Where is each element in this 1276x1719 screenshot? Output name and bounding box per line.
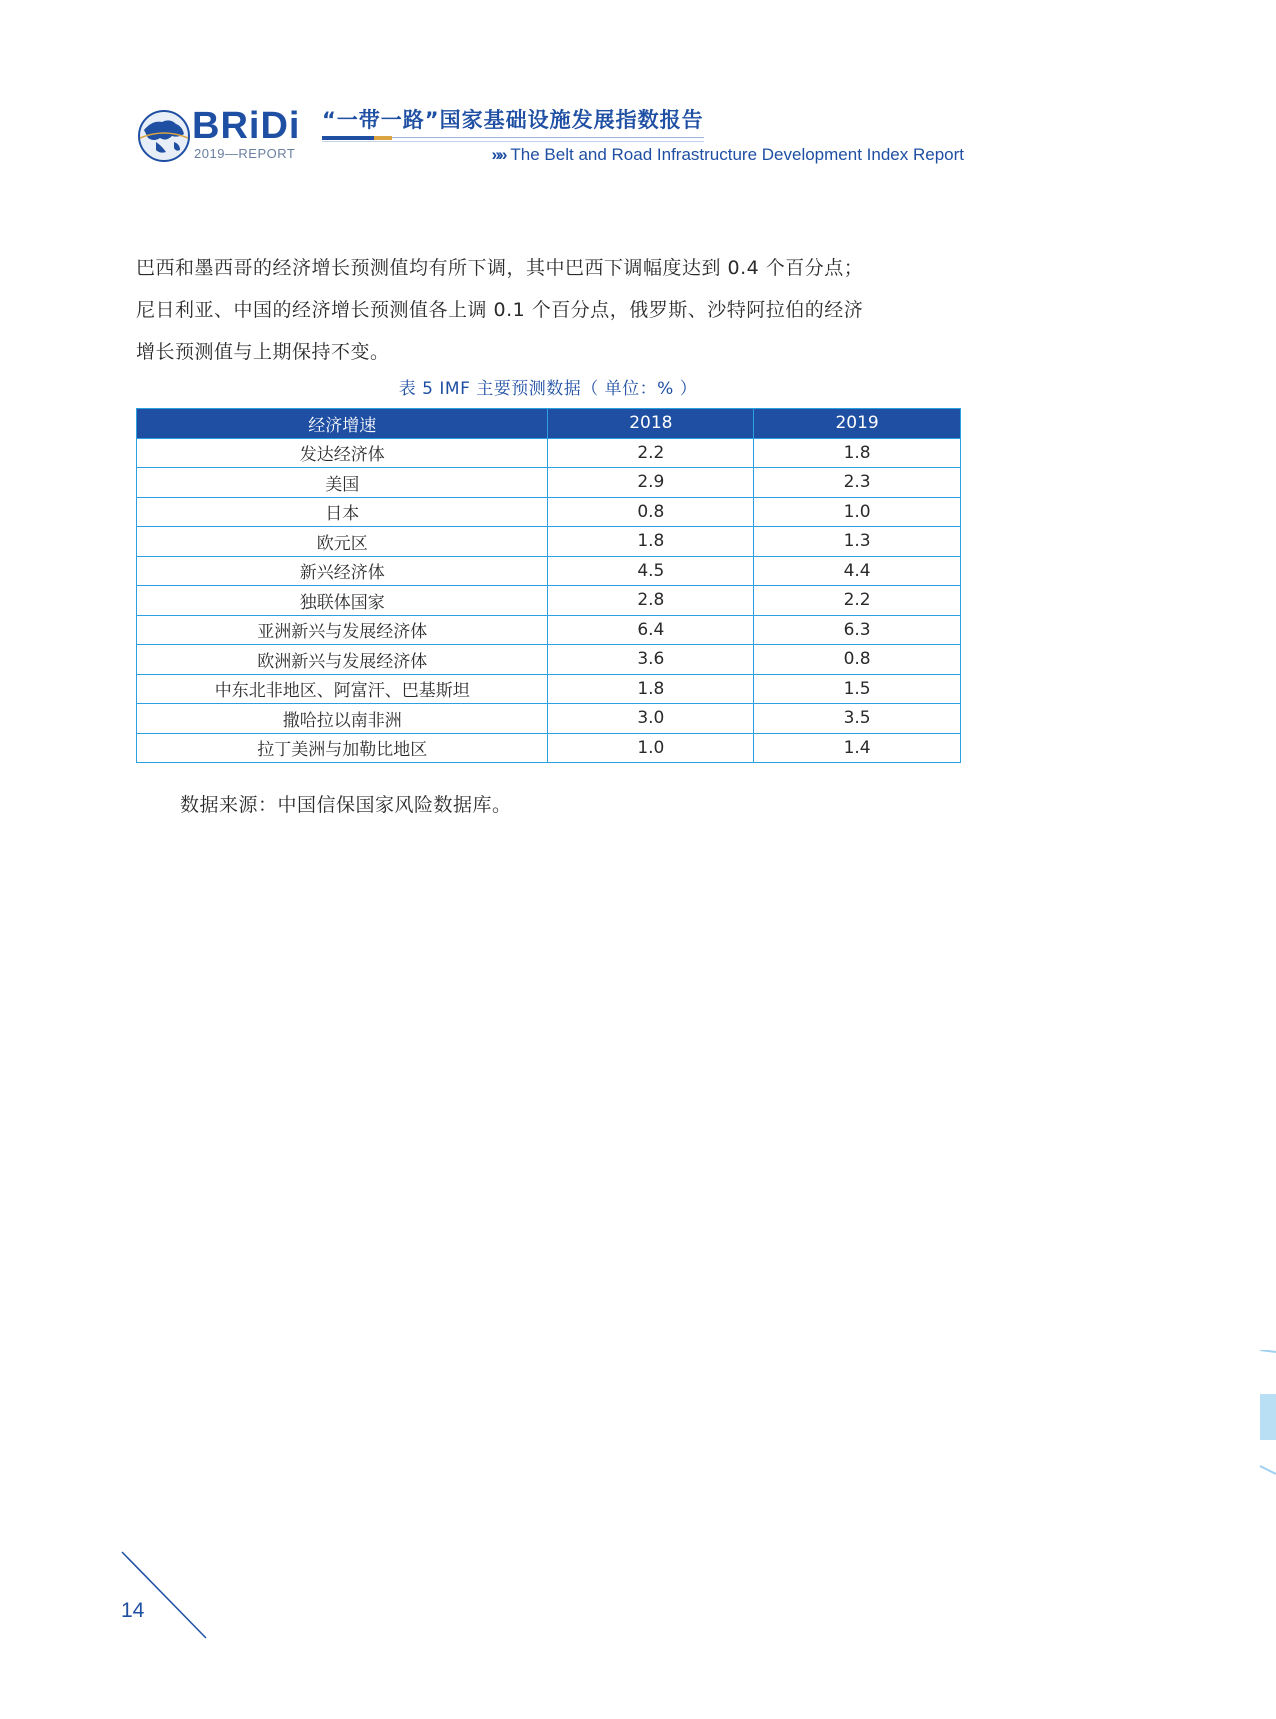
report-title-en <box>491 145 964 165</box>
table-row <box>137 674 961 704</box>
column-header-2018: 2018 <box>548 409 754 439</box>
table-row <box>137 527 961 557</box>
page-number-diagonal <box>118 1548 218 1648</box>
table-caption: 表 5 IMF 主要预测数据（ 单位：% ） <box>398 379 698 399</box>
value-2019: 6.3 <box>754 615 961 645</box>
paragraph-line: 增长预测值与上期保持不变。 <box>136 341 390 363</box>
value-2019: 2.3 <box>754 468 961 498</box>
row-label: 撒哈拉以南非洲 <box>137 704 548 734</box>
value-2018: 3.6 <box>548 645 754 675</box>
column-header-indicator: 经济增速 <box>137 409 548 439</box>
double-chevron-right-icon: »» <box>491 145 505 164</box>
row-label: 亚洲新兴与发展经济体 <box>137 615 548 645</box>
value-2018: 3.0 <box>548 704 754 734</box>
row-label: 中东北非地区、阿富汗、巴基斯坦 <box>137 674 548 704</box>
logo-wordmark: BRiDi <box>192 105 301 147</box>
table-row <box>137 733 961 763</box>
row-label: 日本 <box>137 497 548 527</box>
row-label: 美国 <box>137 468 548 498</box>
page-number: 14 <box>121 1599 145 1622</box>
table-row <box>137 497 961 527</box>
paragraph-line: 巴西和墨西哥的经济增长预测值均有所下调，其中巴西下调幅度达到 0.4 个百分点； <box>136 257 864 279</box>
value-2019: 1.3 <box>754 527 961 557</box>
logo-subtitle: 2019—REPORT <box>194 146 296 161</box>
column-header-2019: 2019 <box>754 409 961 439</box>
value-2018: 6.4 <box>548 615 754 645</box>
row-label: 新兴经济体 <box>137 556 548 586</box>
value-2018: 1.0 <box>548 733 754 763</box>
report-title-en-text: The Belt and Road Infrastructure Development Index Report <box>510 145 964 164</box>
imf-forecast-table <box>136 408 961 763</box>
table-row <box>137 556 961 586</box>
value-2018: 4.5 <box>548 556 754 586</box>
globe-icon <box>136 108 192 164</box>
row-label: 拉丁美洲与加勒比地区 <box>137 733 548 763</box>
report-title-cn: “一带一路”国家基础设施发展指数报告 <box>322 108 704 132</box>
value-2019: 4.4 <box>754 556 961 586</box>
table-row <box>137 615 961 645</box>
row-label: 欧洲新兴与发展经济体 <box>137 645 548 675</box>
value-2019: 3.5 <box>754 704 961 734</box>
table-row <box>137 645 961 675</box>
header-divider <box>322 136 704 140</box>
row-label: 发达经济体 <box>137 438 548 468</box>
value-2018: 1.8 <box>548 527 754 557</box>
edge-decoration <box>1246 1350 1276 1480</box>
table-header-row <box>137 409 961 439</box>
data-source-note: 数据来源：中国信保国家风险数据库。 <box>180 794 512 816</box>
row-label: 独联体国家 <box>137 586 548 616</box>
value-2019: 1.5 <box>754 674 961 704</box>
value-2018: 2.2 <box>548 438 754 468</box>
value-2018: 0.8 <box>548 497 754 527</box>
paragraph-line: 尼日利亚、中国的经济增长预测值各上调 0.1 个百分点，俄罗斯、沙特阿拉伯的经济 <box>136 299 864 321</box>
value-2019: 0.8 <box>754 645 961 675</box>
body-paragraph <box>136 247 966 373</box>
value-2018: 2.8 <box>548 586 754 616</box>
value-2019: 2.2 <box>754 586 961 616</box>
value-2019: 1.4 <box>754 733 961 763</box>
table-row <box>137 468 961 498</box>
value-2018: 1.8 <box>548 674 754 704</box>
bridi-logo <box>136 106 306 166</box>
table-row <box>137 586 961 616</box>
value-2019: 1.0 <box>754 497 961 527</box>
table-row <box>137 438 961 468</box>
value-2018: 2.9 <box>548 468 754 498</box>
row-label: 欧元区 <box>137 527 548 557</box>
value-2019: 1.8 <box>754 438 961 468</box>
table-row <box>137 704 961 734</box>
